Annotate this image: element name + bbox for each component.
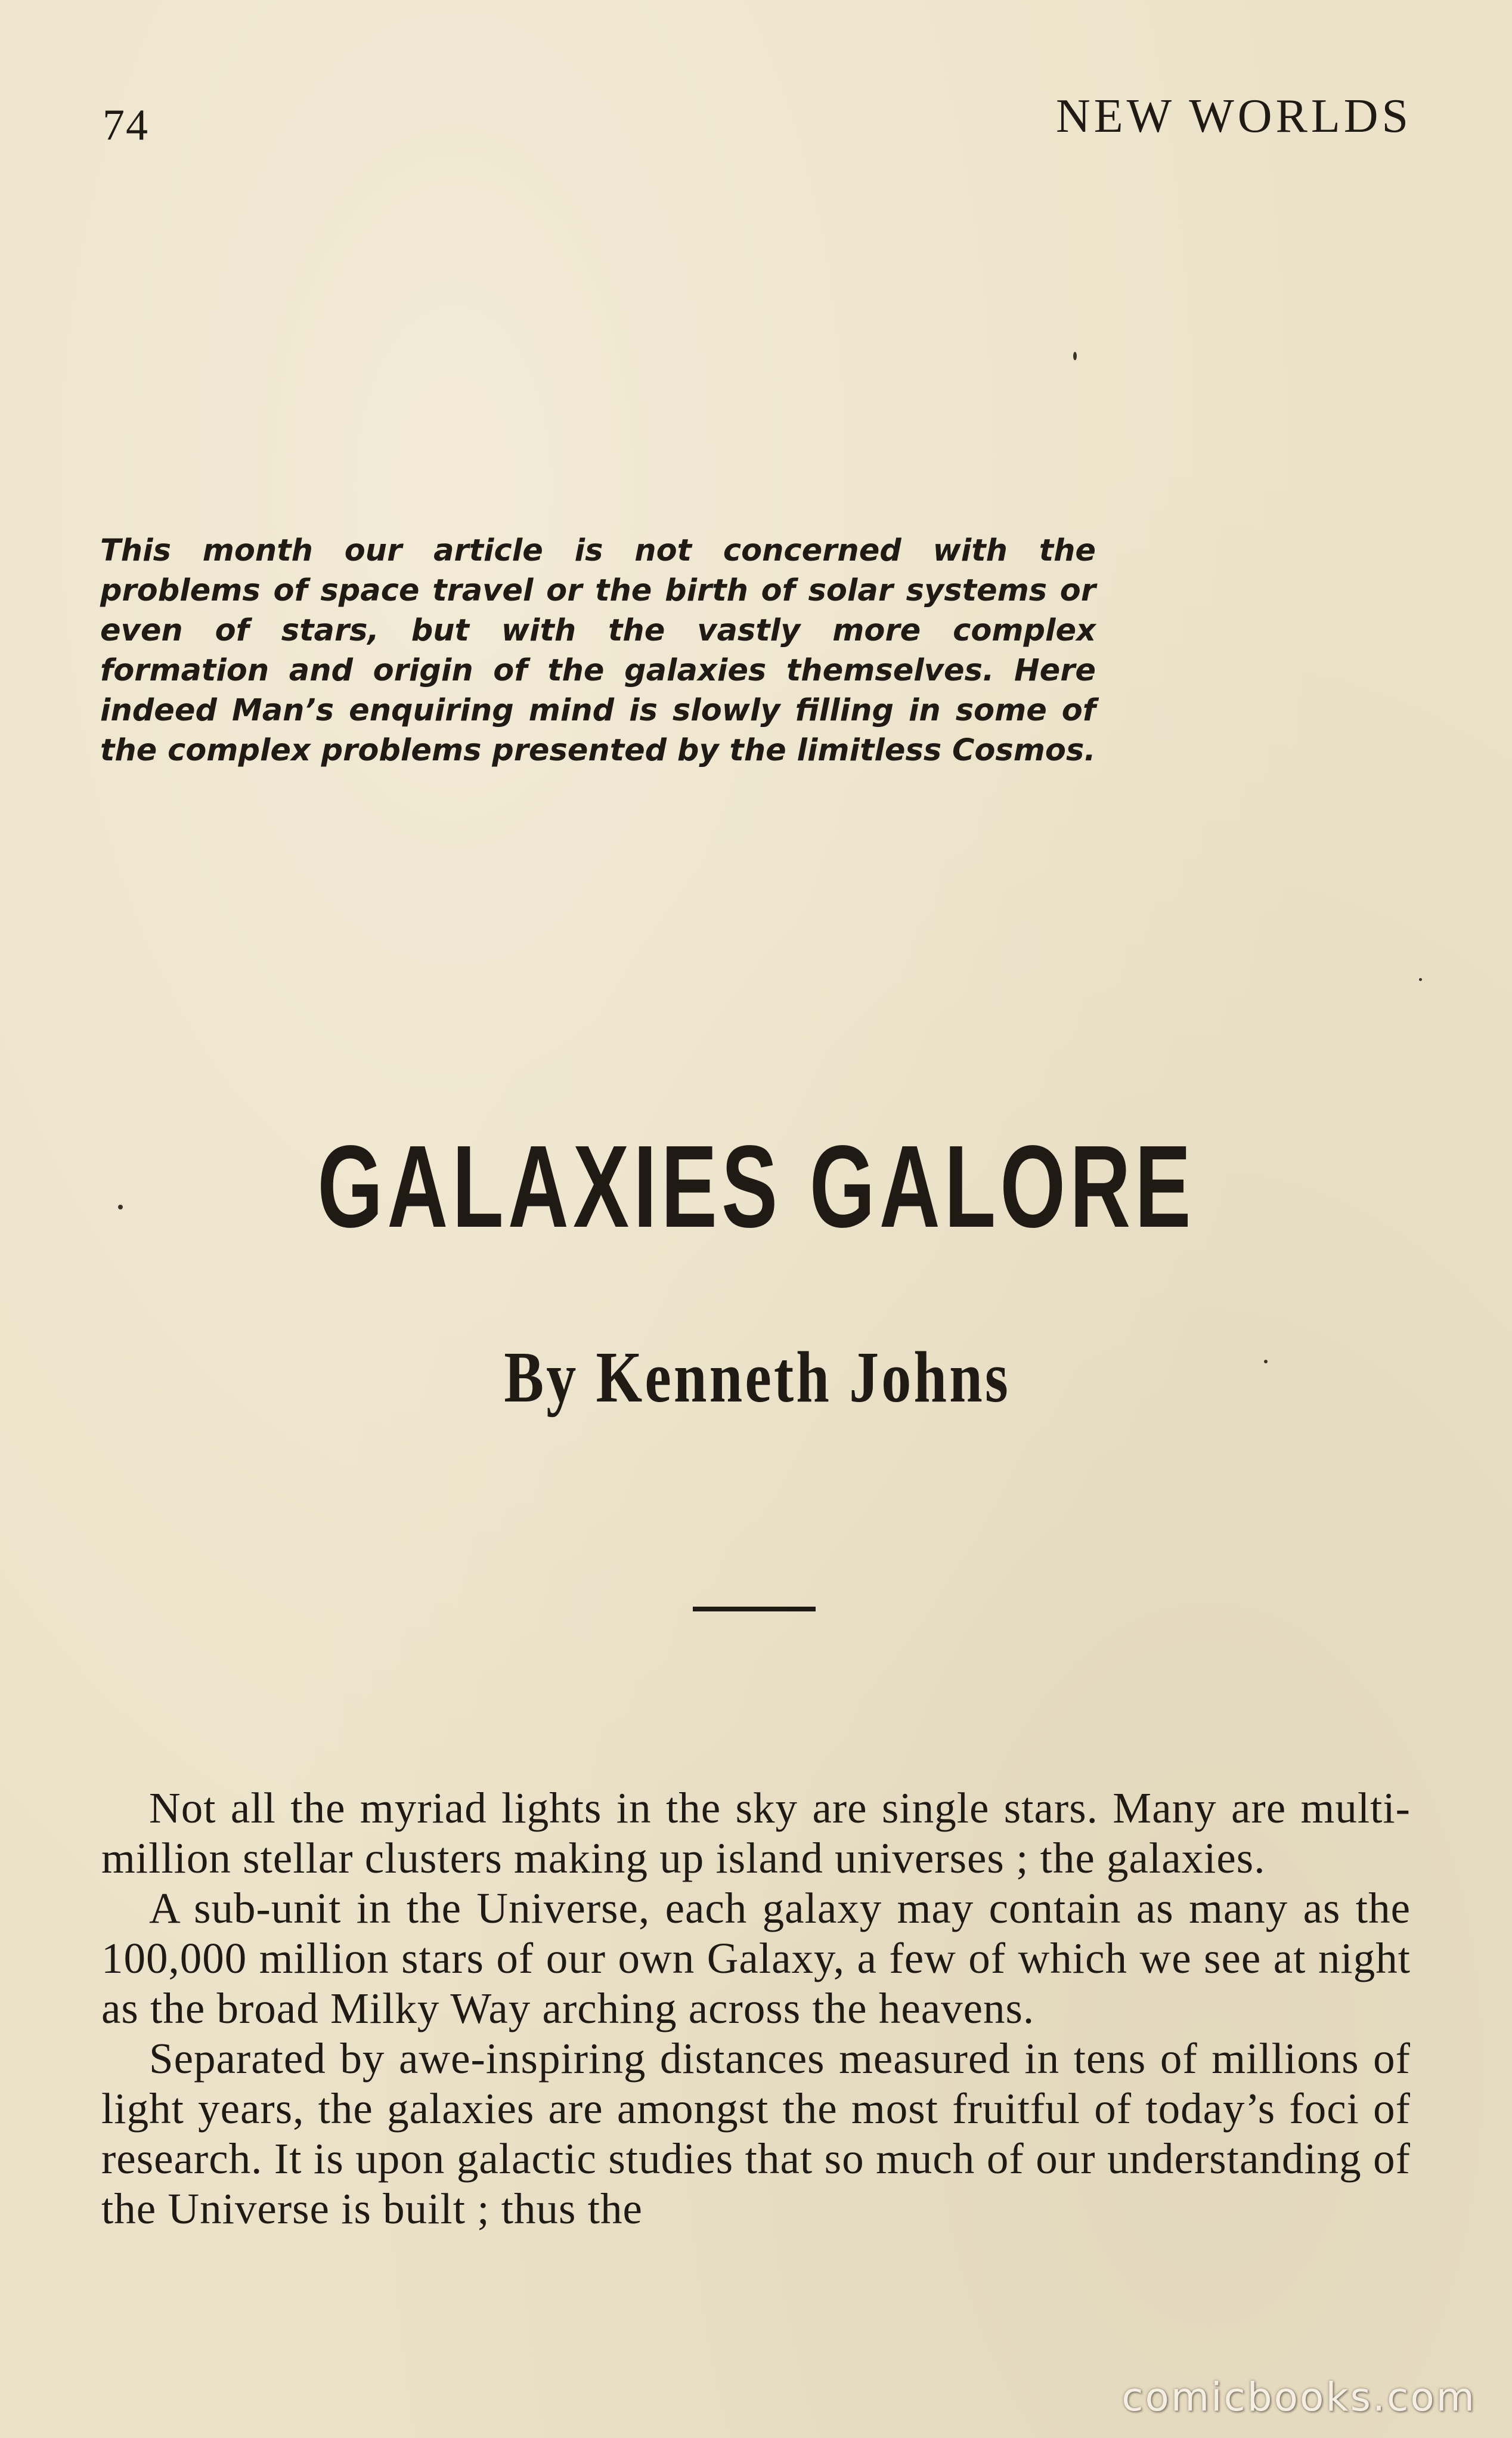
paper-speck: [1264, 1360, 1268, 1363]
body-paragraph: A sub-unit in the Universe, each galaxy may contain as many as the 100,000 million stars of our own Galaxy, a few of which we see at night as the broad Milky Way arching across the heavens.: [101, 1884, 1411, 2032]
paper-speck: [1419, 978, 1422, 981]
article-intro: This month our article is not concerned with the problems of space travel or the birth of solar systems or even of stars, but with the vastly more complex formation and origin of the galaxies themselves. Here indeed Man’s enquiring mind is slowly filling in some of the complex problems presented by the limitless Cosmos.: [100, 533, 1096, 768]
article-body: [101, 1783, 1411, 2234]
body-paragraph: Separated by awe-inspiring distances measured in tens of millions of light years, the galaxies are amongst the most fruitful of today’s foci of research. It is upon galactic studies that so much of our understanding of the Universe is built ; thus the: [101, 2034, 1411, 2233]
article-byline: By Kenneth Johns: [504, 1337, 1011, 1418]
page-number: 74: [103, 101, 149, 150]
watermark: comicbooks.com: [1121, 2374, 1476, 2420]
running-head-title: NEW WORLDS: [1055, 90, 1412, 143]
paper-speck: [118, 1205, 123, 1209]
section-rule: [693, 1607, 816, 1611]
article-title: GALAXIES GALORE: [317, 1121, 1195, 1252]
paper-speck: [1073, 352, 1077, 360]
body-paragraph: Not all the myriad lights in the sky are single stars. Many are multi-million stellar clusters making up island universes ; the galaxies.: [101, 1784, 1411, 1882]
